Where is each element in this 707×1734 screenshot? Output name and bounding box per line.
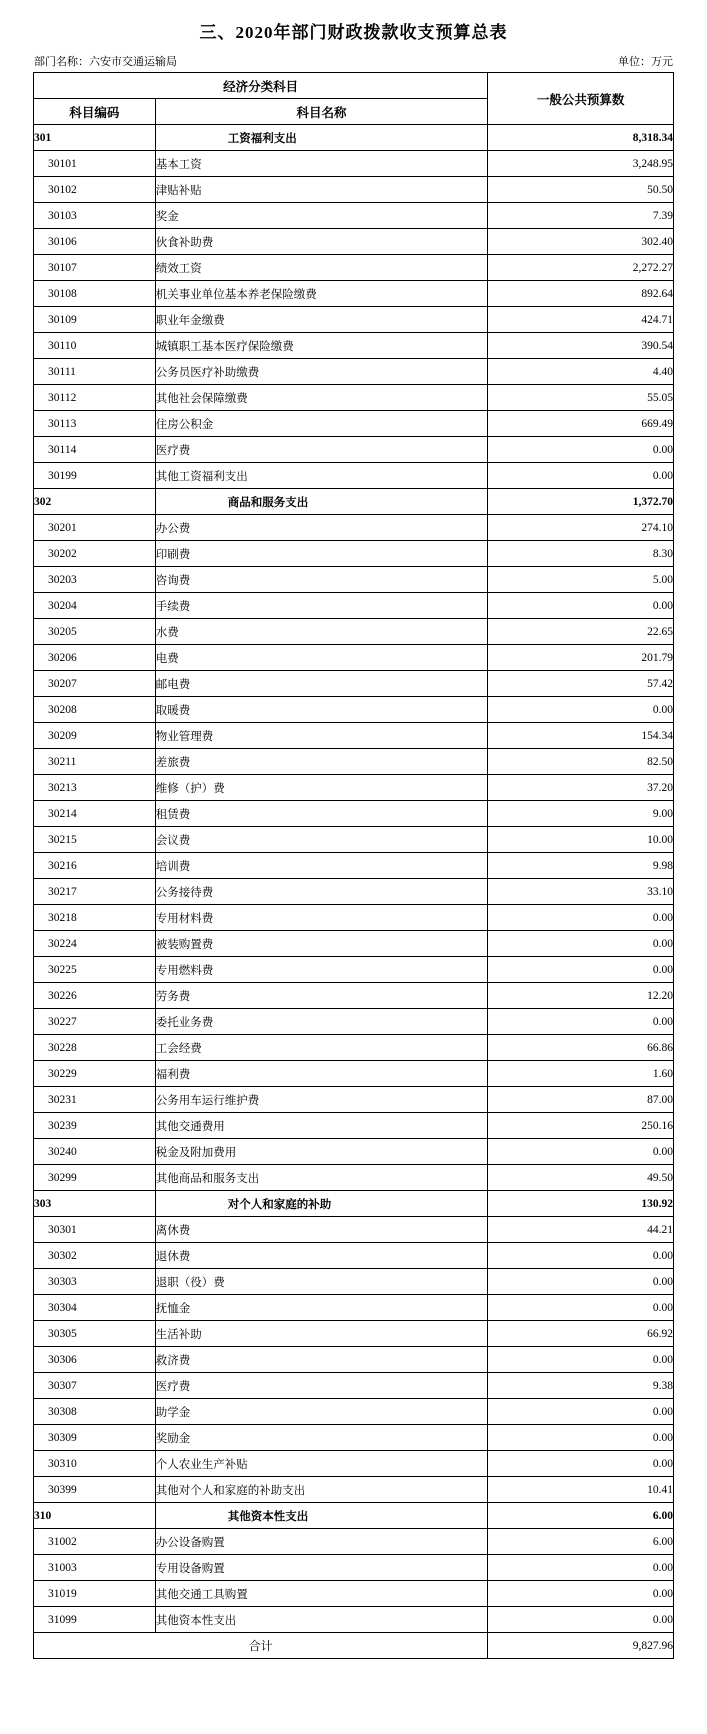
cell-subject-code: 30113 bbox=[34, 411, 156, 437]
cell-subject-name: 其他对个人和家庭的补助支出 bbox=[155, 1477, 487, 1503]
table-header-group-row bbox=[34, 73, 674, 99]
cell-amount: 10.00 bbox=[488, 827, 674, 853]
cell-subject-code: 30304 bbox=[34, 1295, 156, 1321]
cell-subject-name: 会议费 bbox=[155, 827, 487, 853]
cell-amount: 424.71 bbox=[488, 307, 674, 333]
table-row bbox=[34, 151, 674, 177]
table-row bbox=[34, 775, 674, 801]
cell-amount: 390.54 bbox=[488, 333, 674, 359]
cell-amount: 5.00 bbox=[488, 567, 674, 593]
cell-amount: 8.30 bbox=[488, 541, 674, 567]
cell-subject-name: 其他社会保障缴费 bbox=[155, 385, 487, 411]
cell-amount: 1,372.70 bbox=[488, 489, 674, 515]
table-row bbox=[34, 125, 674, 151]
header-subject-name: 科目名称 bbox=[155, 99, 487, 125]
cell-amount: 0.00 bbox=[488, 1295, 674, 1321]
cell-amount: 9.38 bbox=[488, 1373, 674, 1399]
table-row bbox=[34, 801, 674, 827]
table-row bbox=[34, 1269, 674, 1295]
cell-subject-code: 30207 bbox=[34, 671, 156, 697]
table-row bbox=[34, 359, 674, 385]
cell-subject-name: 工资福利支出 bbox=[155, 125, 487, 151]
cell-subject-code: 30225 bbox=[34, 957, 156, 983]
cell-subject-name: 城镇职工基本医疗保险缴费 bbox=[155, 333, 487, 359]
cell-subject-name: 基本工资 bbox=[155, 151, 487, 177]
cell-subject-name: 邮电费 bbox=[155, 671, 487, 697]
cell-subject-code: 30305 bbox=[34, 1321, 156, 1347]
table-row bbox=[34, 1165, 674, 1191]
cell-subject-name: 咨询费 bbox=[155, 567, 487, 593]
cell-subject-name: 退职（役）费 bbox=[155, 1269, 487, 1295]
cell-subject-code: 30309 bbox=[34, 1425, 156, 1451]
cell-subject-name: 被装购置费 bbox=[155, 931, 487, 957]
cell-amount: 0.00 bbox=[488, 1607, 674, 1633]
table-row bbox=[34, 983, 674, 1009]
table-row bbox=[34, 1503, 674, 1529]
cell-subject-code: 301 bbox=[34, 125, 156, 151]
cell-subject-code: 30231 bbox=[34, 1087, 156, 1113]
cell-subject-name: 伙食补助费 bbox=[155, 229, 487, 255]
cell-amount: 669.49 bbox=[488, 411, 674, 437]
cell-subject-code: 30240 bbox=[34, 1139, 156, 1165]
cell-amount: 0.00 bbox=[488, 1399, 674, 1425]
cell-subject-name: 津贴补贴 bbox=[155, 177, 487, 203]
table-row bbox=[34, 879, 674, 905]
cell-subject-name: 生活补助 bbox=[155, 1321, 487, 1347]
cell-subject-name: 差旅费 bbox=[155, 749, 487, 775]
cell-amount: 0.00 bbox=[488, 1347, 674, 1373]
cell-amount: 33.10 bbox=[488, 879, 674, 905]
cell-subject-code: 30211 bbox=[34, 749, 156, 775]
cell-amount: 3,248.95 bbox=[488, 151, 674, 177]
header-subject-code: 科目编码 bbox=[34, 99, 156, 125]
cell-subject-code: 30308 bbox=[34, 1399, 156, 1425]
total-amount: 9,827.96 bbox=[488, 1633, 674, 1659]
table-row bbox=[34, 671, 674, 697]
meta-row bbox=[33, 53, 674, 69]
cell-subject-code: 30101 bbox=[34, 151, 156, 177]
cell-subject-name: 奖励金 bbox=[155, 1425, 487, 1451]
cell-subject-code: 30224 bbox=[34, 931, 156, 957]
table-row bbox=[34, 1113, 674, 1139]
table-row bbox=[34, 905, 674, 931]
cell-amount: 0.00 bbox=[488, 697, 674, 723]
cell-subject-name: 其他交通费用 bbox=[155, 1113, 487, 1139]
cell-subject-code: 30299 bbox=[34, 1165, 156, 1191]
table-row bbox=[34, 749, 674, 775]
cell-subject-name: 培训费 bbox=[155, 853, 487, 879]
cell-subject-name: 其他商品和服务支出 bbox=[155, 1165, 487, 1191]
table-row bbox=[34, 515, 674, 541]
cell-amount: 82.50 bbox=[488, 749, 674, 775]
table-total-row bbox=[34, 1633, 674, 1659]
cell-amount: 2,272.27 bbox=[488, 255, 674, 281]
table-header bbox=[34, 73, 674, 125]
table-row bbox=[34, 255, 674, 281]
cell-subject-name: 工会经费 bbox=[155, 1035, 487, 1061]
table-footer bbox=[34, 1633, 674, 1659]
cell-subject-name: 办公费 bbox=[155, 515, 487, 541]
cell-subject-name: 委托业务费 bbox=[155, 1009, 487, 1035]
cell-amount: 8,318.34 bbox=[488, 125, 674, 151]
header-general-public-budget: 一般公共预算数 bbox=[488, 73, 674, 125]
cell-subject-code: 30112 bbox=[34, 385, 156, 411]
table-row bbox=[34, 1581, 674, 1607]
cell-amount: 12.20 bbox=[488, 983, 674, 1009]
cell-amount: 0.00 bbox=[488, 1425, 674, 1451]
cell-subject-code: 30303 bbox=[34, 1269, 156, 1295]
cell-subject-code: 30114 bbox=[34, 437, 156, 463]
cell-amount: 0.00 bbox=[488, 437, 674, 463]
cell-subject-name: 其他工资福利支出 bbox=[155, 463, 487, 489]
cell-subject-code: 30307 bbox=[34, 1373, 156, 1399]
cell-subject-name: 取暖费 bbox=[155, 697, 487, 723]
cell-amount: 0.00 bbox=[488, 1269, 674, 1295]
cell-subject-name: 奖金 bbox=[155, 203, 487, 229]
cell-subject-name: 租赁费 bbox=[155, 801, 487, 827]
cell-amount: 302.40 bbox=[488, 229, 674, 255]
table-row bbox=[34, 853, 674, 879]
cell-subject-code: 30206 bbox=[34, 645, 156, 671]
table-row bbox=[34, 931, 674, 957]
cell-subject-code: 30214 bbox=[34, 801, 156, 827]
cell-subject-name: 助学金 bbox=[155, 1399, 487, 1425]
cell-subject-code: 30202 bbox=[34, 541, 156, 567]
table-row bbox=[34, 1477, 674, 1503]
budget-table bbox=[33, 72, 674, 1659]
cell-amount: 201.79 bbox=[488, 645, 674, 671]
cell-subject-code: 302 bbox=[34, 489, 156, 515]
cell-subject-name: 对个人和家庭的补助 bbox=[155, 1191, 487, 1217]
cell-subject-code: 30205 bbox=[34, 619, 156, 645]
cell-subject-name: 个人农业生产补贴 bbox=[155, 1451, 487, 1477]
table-row bbox=[34, 593, 674, 619]
table-row bbox=[34, 1035, 674, 1061]
cell-subject-code: 30217 bbox=[34, 879, 156, 905]
cell-subject-code: 30209 bbox=[34, 723, 156, 749]
cell-subject-code: 30208 bbox=[34, 697, 156, 723]
cell-amount: 87.00 bbox=[488, 1087, 674, 1113]
cell-subject-code: 30203 bbox=[34, 567, 156, 593]
department-label: 部门名称：六安市交通运输局 bbox=[34, 56, 177, 68]
table-row bbox=[34, 1243, 674, 1269]
cell-subject-name: 职业年金缴费 bbox=[155, 307, 487, 333]
cell-subject-code: 30228 bbox=[34, 1035, 156, 1061]
cell-amount: 130.92 bbox=[488, 1191, 674, 1217]
table-body bbox=[34, 125, 674, 1633]
cell-subject-name: 印刷费 bbox=[155, 541, 487, 567]
table-row bbox=[34, 1399, 674, 1425]
cell-subject-code: 30226 bbox=[34, 983, 156, 1009]
cell-subject-code: 31003 bbox=[34, 1555, 156, 1581]
cell-subject-code: 31019 bbox=[34, 1581, 156, 1607]
total-label: 合计 bbox=[34, 1633, 488, 1659]
table-row bbox=[34, 619, 674, 645]
cell-subject-name: 机关事业单位基本养老保险缴费 bbox=[155, 281, 487, 307]
table-row bbox=[34, 541, 674, 567]
cell-amount: 6.00 bbox=[488, 1503, 674, 1529]
table-row bbox=[34, 177, 674, 203]
cell-subject-name: 水费 bbox=[155, 619, 487, 645]
cell-subject-code: 30399 bbox=[34, 1477, 156, 1503]
table-row bbox=[34, 281, 674, 307]
cell-amount: 22.65 bbox=[488, 619, 674, 645]
table-row bbox=[34, 1607, 674, 1633]
cell-amount: 57.42 bbox=[488, 671, 674, 697]
table-row bbox=[34, 1451, 674, 1477]
cell-subject-name: 专用燃料费 bbox=[155, 957, 487, 983]
table-row bbox=[34, 333, 674, 359]
header-economic-category: 经济分类科目 bbox=[34, 73, 488, 99]
table-row bbox=[34, 1087, 674, 1113]
cell-subject-name: 住房公积金 bbox=[155, 411, 487, 437]
table-row bbox=[34, 827, 674, 853]
cell-subject-name: 专用材料费 bbox=[155, 905, 487, 931]
table-row bbox=[34, 1217, 674, 1243]
cell-subject-code: 30108 bbox=[34, 281, 156, 307]
cell-subject-code: 30310 bbox=[34, 1451, 156, 1477]
cell-subject-code: 30199 bbox=[34, 463, 156, 489]
cell-subject-code: 310 bbox=[34, 1503, 156, 1529]
cell-subject-name: 手续费 bbox=[155, 593, 487, 619]
cell-subject-name: 其他交通工具购置 bbox=[155, 1581, 487, 1607]
cell-subject-name: 公务接待费 bbox=[155, 879, 487, 905]
cell-amount: 44.21 bbox=[488, 1217, 674, 1243]
table-row bbox=[34, 463, 674, 489]
unit-label: 单位：万元 bbox=[618, 56, 673, 68]
table-row bbox=[34, 411, 674, 437]
cell-subject-name: 维修（护）费 bbox=[155, 775, 487, 801]
cell-amount: 0.00 bbox=[488, 1555, 674, 1581]
table-row bbox=[34, 229, 674, 255]
cell-subject-code: 31002 bbox=[34, 1529, 156, 1555]
cell-subject-code: 30110 bbox=[34, 333, 156, 359]
table-row bbox=[34, 203, 674, 229]
cell-subject-code: 30111 bbox=[34, 359, 156, 385]
table-row bbox=[34, 307, 674, 333]
cell-subject-code: 30227 bbox=[34, 1009, 156, 1035]
cell-subject-name: 福利费 bbox=[155, 1061, 487, 1087]
cell-subject-code: 30109 bbox=[34, 307, 156, 333]
cell-amount: 7.39 bbox=[488, 203, 674, 229]
table-row bbox=[34, 437, 674, 463]
cell-amount: 892.64 bbox=[488, 281, 674, 307]
cell-subject-code: 303 bbox=[34, 1191, 156, 1217]
table-row bbox=[34, 567, 674, 593]
cell-subject-code: 30201 bbox=[34, 515, 156, 541]
cell-amount: 274.10 bbox=[488, 515, 674, 541]
cell-subject-name: 电费 bbox=[155, 645, 487, 671]
cell-amount: 37.20 bbox=[488, 775, 674, 801]
cell-subject-name: 绩效工资 bbox=[155, 255, 487, 281]
cell-subject-code: 30215 bbox=[34, 827, 156, 853]
cell-subject-code: 30102 bbox=[34, 177, 156, 203]
table-row bbox=[34, 697, 674, 723]
cell-amount: 4.40 bbox=[488, 359, 674, 385]
table-row bbox=[34, 723, 674, 749]
cell-amount: 0.00 bbox=[488, 593, 674, 619]
cell-amount: 9.98 bbox=[488, 853, 674, 879]
table-row bbox=[34, 1009, 674, 1035]
cell-subject-code: 30302 bbox=[34, 1243, 156, 1269]
cell-subject-code: 30216 bbox=[34, 853, 156, 879]
cell-amount: 49.50 bbox=[488, 1165, 674, 1191]
cell-subject-name: 抚恤金 bbox=[155, 1295, 487, 1321]
cell-amount: 50.50 bbox=[488, 177, 674, 203]
cell-subject-code: 30213 bbox=[34, 775, 156, 801]
cell-subject-name: 商品和服务支出 bbox=[155, 489, 487, 515]
cell-subject-name: 其他资本性支出 bbox=[155, 1607, 487, 1633]
cell-subject-name: 救济费 bbox=[155, 1347, 487, 1373]
cell-amount: 154.34 bbox=[488, 723, 674, 749]
cell-subject-name: 退休费 bbox=[155, 1243, 487, 1269]
cell-subject-name: 专用设备购置 bbox=[155, 1555, 487, 1581]
cell-amount: 9.00 bbox=[488, 801, 674, 827]
cell-subject-name: 税金及附加费用 bbox=[155, 1139, 487, 1165]
cell-subject-code: 30107 bbox=[34, 255, 156, 281]
cell-subject-code: 30106 bbox=[34, 229, 156, 255]
cell-subject-code: 30218 bbox=[34, 905, 156, 931]
cell-subject-code: 30103 bbox=[34, 203, 156, 229]
table-row bbox=[34, 1425, 674, 1451]
table-row bbox=[34, 645, 674, 671]
table-row bbox=[34, 489, 674, 515]
cell-subject-code: 31099 bbox=[34, 1607, 156, 1633]
cell-amount: 66.92 bbox=[488, 1321, 674, 1347]
cell-amount: 0.00 bbox=[488, 957, 674, 983]
cell-subject-name: 医疗费 bbox=[155, 437, 487, 463]
table-row bbox=[34, 1321, 674, 1347]
table-row bbox=[34, 1347, 674, 1373]
cell-subject-name: 公务用车运行维护费 bbox=[155, 1087, 487, 1113]
table-row bbox=[34, 385, 674, 411]
table-row bbox=[34, 957, 674, 983]
cell-amount: 0.00 bbox=[488, 1581, 674, 1607]
table-row bbox=[34, 1529, 674, 1555]
cell-subject-name: 物业管理费 bbox=[155, 723, 487, 749]
cell-amount: 0.00 bbox=[488, 1243, 674, 1269]
table-row bbox=[34, 1555, 674, 1581]
cell-subject-code: 30301 bbox=[34, 1217, 156, 1243]
cell-amount: 0.00 bbox=[488, 905, 674, 931]
cell-subject-code: 30229 bbox=[34, 1061, 156, 1087]
cell-amount: 55.05 bbox=[488, 385, 674, 411]
cell-subject-name: 办公设备购置 bbox=[155, 1529, 487, 1555]
cell-amount: 250.16 bbox=[488, 1113, 674, 1139]
cell-amount: 10.41 bbox=[488, 1477, 674, 1503]
cell-amount: 66.86 bbox=[488, 1035, 674, 1061]
cell-subject-name: 公务员医疗补助缴费 bbox=[155, 359, 487, 385]
table-row bbox=[34, 1295, 674, 1321]
cell-amount: 6.00 bbox=[488, 1529, 674, 1555]
table-row bbox=[34, 1139, 674, 1165]
cell-amount: 0.00 bbox=[488, 931, 674, 957]
cell-subject-name: 劳务费 bbox=[155, 983, 487, 1009]
cell-subject-name: 其他资本性支出 bbox=[155, 1503, 487, 1529]
cell-subject-code: 30239 bbox=[34, 1113, 156, 1139]
table-row bbox=[34, 1061, 674, 1087]
cell-subject-code: 30204 bbox=[34, 593, 156, 619]
cell-amount: 0.00 bbox=[488, 463, 674, 489]
cell-amount: 0.00 bbox=[488, 1451, 674, 1477]
table-row bbox=[34, 1373, 674, 1399]
cell-subject-code: 30306 bbox=[34, 1347, 156, 1373]
cell-subject-name: 医疗费 bbox=[155, 1373, 487, 1399]
cell-subject-name: 离休费 bbox=[155, 1217, 487, 1243]
cell-amount: 0.00 bbox=[488, 1009, 674, 1035]
page-title: 三、2020年部门财政拨款收支预算总表 bbox=[199, 23, 508, 42]
cell-amount: 1.60 bbox=[488, 1061, 674, 1087]
table-row bbox=[34, 1191, 674, 1217]
cell-amount: 0.00 bbox=[488, 1139, 674, 1165]
